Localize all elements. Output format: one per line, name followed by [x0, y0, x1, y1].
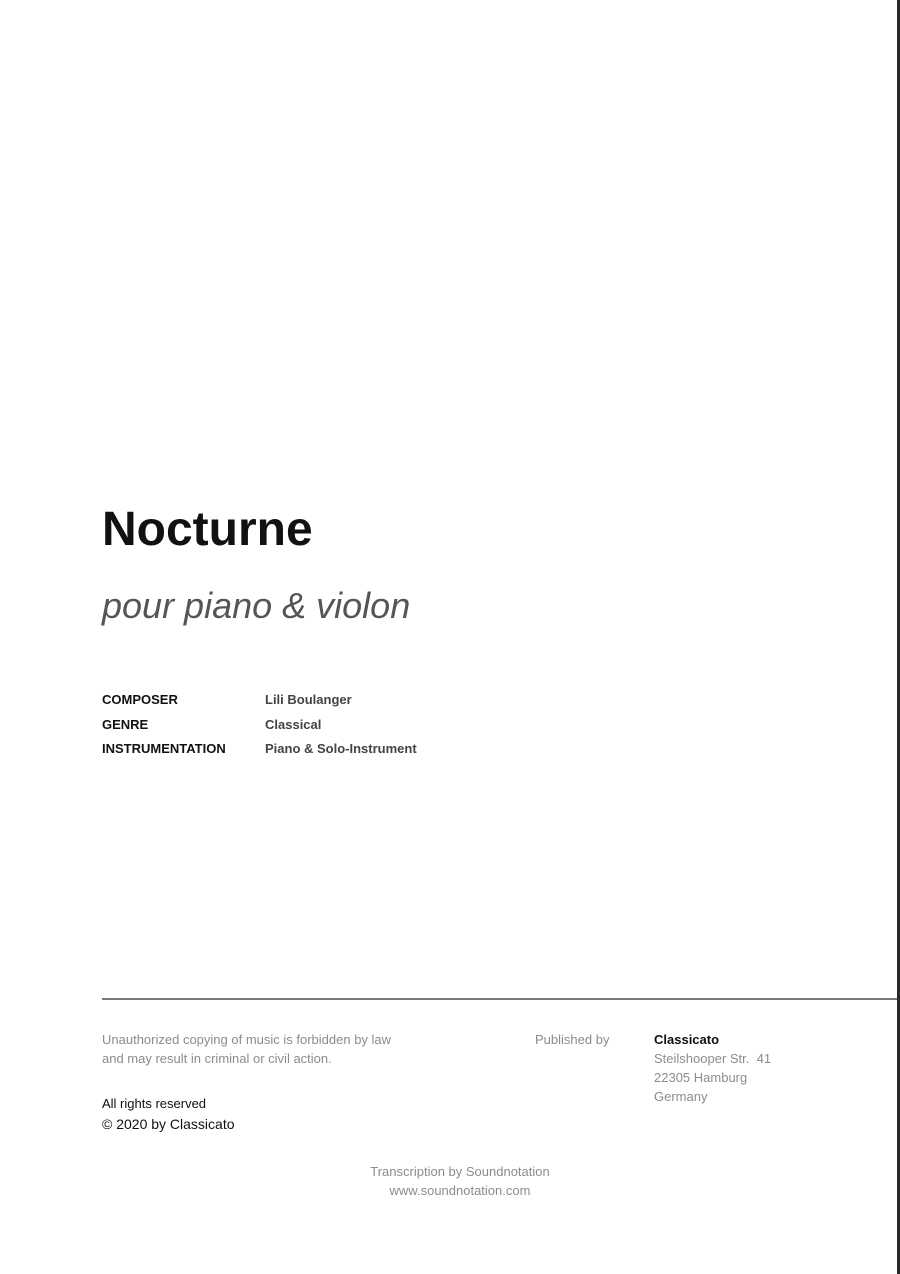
page-title: Nocturne	[102, 503, 313, 556]
transcription-credit-text: Transcription by Soundnotation	[370, 1164, 550, 1179]
metadata-table	[102, 688, 417, 762]
page-subtitle: pour piano & violon	[102, 585, 411, 626]
legal-notice-line: and may result in criminal or civil action.	[102, 1051, 332, 1066]
metadata-row-instrumentation	[102, 737, 417, 762]
publisher-city: 22305 Hamburg	[654, 1070, 748, 1085]
published-by-label: Published by	[535, 1032, 610, 1047]
transcription-credit	[0, 1162, 900, 1200]
copyright-notice: © 2020 by Classicato	[102, 1116, 235, 1132]
metadata-value: Lili Boulanger	[265, 692, 352, 707]
metadata-row-genre	[102, 713, 417, 738]
rights-block	[102, 1093, 235, 1135]
publisher-country: Germany	[654, 1089, 708, 1104]
metadata-label: GENRE	[102, 716, 149, 732]
footer-divider	[102, 998, 897, 1000]
rights-reserved: All rights reserved	[102, 1096, 207, 1111]
metadata-label: INSTRUMENTATION	[102, 741, 226, 756]
publisher-address	[654, 1030, 771, 1106]
legal-notice-line: Unauthorized copying of music is forbidden by law	[102, 1032, 392, 1047]
legal-notice	[102, 1030, 462, 1068]
metadata-label: COMPOSER	[102, 692, 178, 707]
transcription-url[interactable]: www.soundnotation.com	[389, 1183, 531, 1198]
metadata-value: Piano & Solo-Instrument	[265, 741, 417, 756]
publisher-name: Classicato	[654, 1032, 720, 1047]
metadata-value: Classical	[265, 716, 322, 732]
metadata-row-composer	[102, 688, 417, 713]
publisher-street: Steilshooper Str. 41	[654, 1051, 772, 1066]
